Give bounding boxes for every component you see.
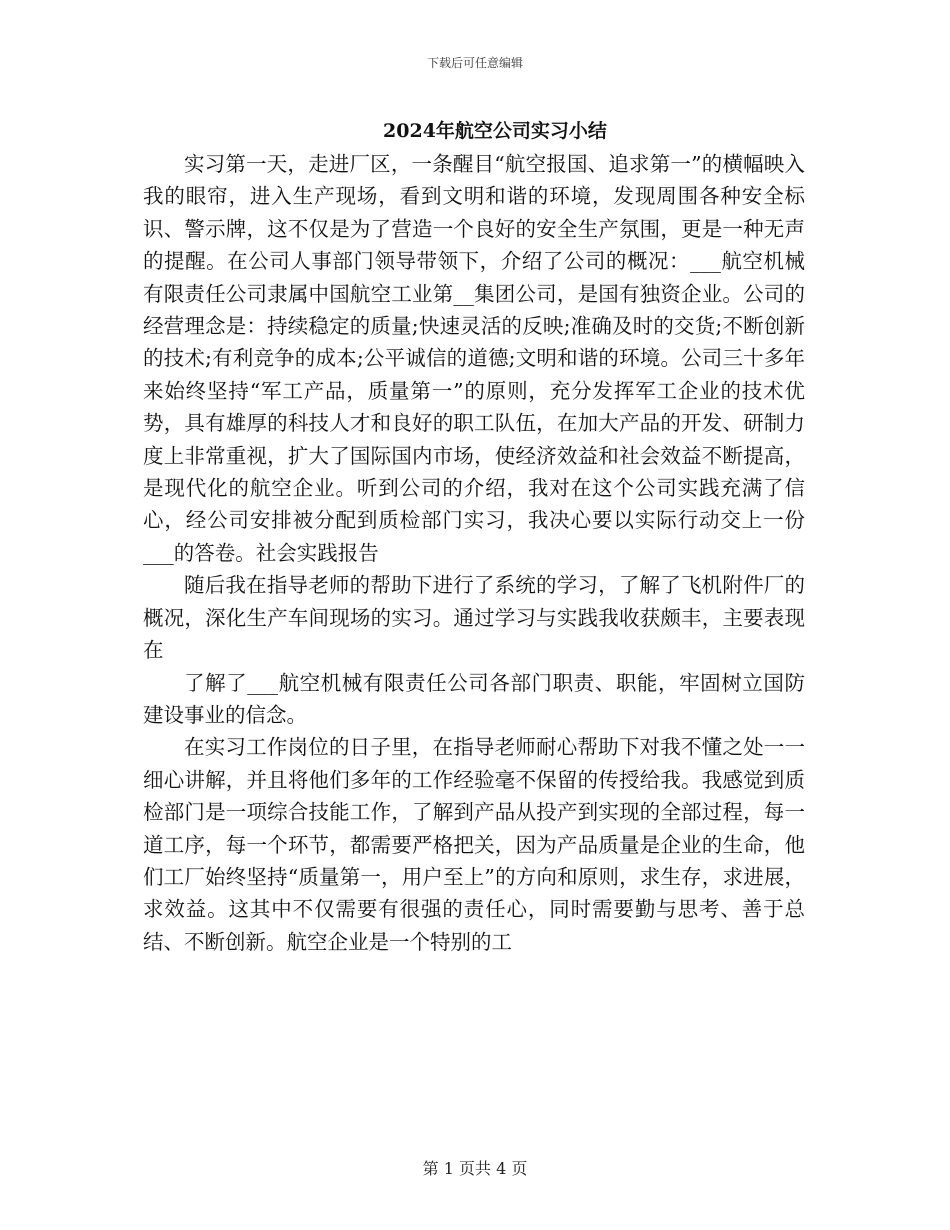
paragraph: 随后我在指导老师的帮助下进行了系统的学习，了解了飞机附件厂的概况，深化生产车间现场的实习。通过学习与实践我收获颇丰，主要表现在	[143, 573, 805, 663]
paragraph: 了解了___航空机械有限责任公司各部门职责、职能，牢固树立国防建设事业的信念。	[143, 670, 805, 727]
header-note: 下载后可任意编辑	[426, 56, 523, 70]
document-title: 2024年航空公司实习小结	[383, 120, 607, 142]
paragraph: 在实习工作岗位的日子里，在指导老师耐心帮助下对我不懂之处一一细心讲解，并且将他们多年的工作经验毫不保留的传授给我。我感觉到质检部门是一项综合技能工作，了解到产品从投产到实现的全部过程，每一道工序，每一个环节，都需要严格把关，因为产品质量是企业的生命，他们工厂始终坚持“质量第一，用户至上”的方向和原则，求生存，求进展，求效益。这其中不仅需要有很强的责任心，同时需要勤与思考、善于总结、不断创新。航空企业是一个特别的工	[143, 735, 805, 954]
document-body	[143, 148, 805, 958]
paragraph: 实习第一天，走进厂区，一条醒目“航空报国、追求第一”的横幅映入我的眼帘，进入生产现场，看到文明和谐的环境，发现周围各种安全标识、警示牌，这不仅是为了营造一个良好的安全生产氛围，更是一种无声的提醒。在公司人事部门领导带领下，介绍了公司的概况：___航空机械有限责任公司隶属中国航空工业第__集团公司，是国有独资企业。公司的经营理念是：持续稳定的质量;快速灵活的反映;准确及时的交货;不断创新的技术;有利竞争的成本;公平诚信的道德;文明和谐的环境。公司三十多年来始终坚持“军工产品，质量第一”的原则，充分发挥军工企业的技术优势，具有雄厚的科技人才和良好的职工队伍，在加大产品的开发、研制力度上非常重视，扩大了国际国内市场，使经济效益和社会效益不断提高，是现代化的航空企业。听到公司的介绍，我对在这个公司实践充满了信心，经公司安排被分配到质检部门实习，我决心要以实际行动交上一份___的答卷。社会实践报告	[143, 152, 805, 565]
page-number: 第 1 页共 4 页	[422, 1159, 528, 1178]
